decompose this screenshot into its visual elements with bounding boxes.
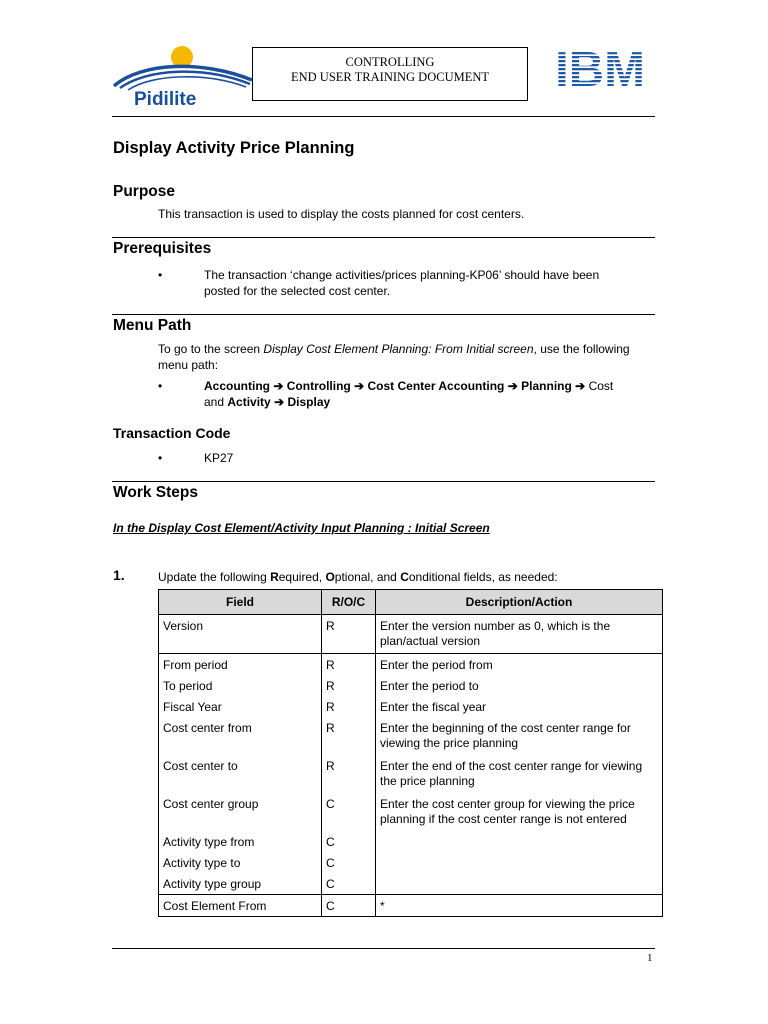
prerequisite-text xyxy=(204,267,649,299)
header-line-2: END USER TRAINING DOCUMENT xyxy=(290,70,490,84)
table-row xyxy=(159,873,663,895)
column-header-field: Field xyxy=(159,590,322,615)
arrow-icon: ➔ xyxy=(575,379,586,393)
roc-cell: R xyxy=(322,654,376,676)
description-cell: Enter the fiscal year xyxy=(376,696,663,717)
bullet-icon: • xyxy=(158,379,163,393)
transaction-code-heading: Transaction Code xyxy=(113,425,231,441)
table-row xyxy=(159,675,663,696)
column-header-description: Description/Action xyxy=(376,590,663,615)
field-cell: Activity type to xyxy=(159,852,322,873)
prerequisite-line-2: posted for the selected cost center. xyxy=(204,284,391,298)
roc-cell: R xyxy=(322,717,376,755)
description-cell: * xyxy=(376,895,663,917)
table-row xyxy=(159,615,663,654)
ibm-logo xyxy=(547,44,653,90)
document-header-box xyxy=(252,47,528,101)
step-instruction: Update the following Required, Optional, and Conditional fields, as needed: xyxy=(158,570,558,584)
screen-name: Display Cost Element Planning: From Initial screen xyxy=(263,342,534,356)
field-cell: Activity type group xyxy=(159,873,322,895)
work-steps-heading: Work Steps xyxy=(113,484,198,501)
intro-text: , use the following xyxy=(533,342,630,356)
menu-path-heading: Menu Path xyxy=(113,317,192,334)
section-rule xyxy=(112,237,655,238)
description-cell: Enter the cost center group for viewing the price planning if the cost center range is not entered xyxy=(376,793,663,831)
roc-cell: C xyxy=(322,793,376,831)
pidilite-logo-text: Pidilite xyxy=(134,89,197,110)
footer-rule xyxy=(112,948,655,949)
table-row xyxy=(159,696,663,717)
arrow-icon: ➔ xyxy=(273,379,284,393)
path-and: and xyxy=(204,395,225,409)
table-row xyxy=(159,852,663,873)
table-row xyxy=(159,793,663,831)
description-cell xyxy=(376,831,663,852)
description-cell: Enter the period to xyxy=(376,675,663,696)
table-row xyxy=(159,831,663,852)
purpose-heading: Purpose xyxy=(113,183,176,200)
fields-table xyxy=(158,589,663,917)
description-cell xyxy=(376,852,663,873)
intro-text: menu path: xyxy=(158,358,219,372)
field-cell: Cost center to xyxy=(159,755,322,793)
pidilite-logo xyxy=(112,44,254,110)
description-cell: Enter the end of the cost center range for viewing the price planning xyxy=(376,755,663,793)
page-number: 1 xyxy=(647,952,653,964)
roc-cell: C xyxy=(322,831,376,852)
intro-text: To go to the screen xyxy=(158,342,264,356)
prerequisites-heading: Prerequisites xyxy=(113,240,212,257)
roc-cell: C xyxy=(322,895,376,917)
prerequisite-line-1: The transaction ‘change activities/prices planning-KP06’ should have been xyxy=(204,268,600,282)
bullet-icon: • xyxy=(158,268,163,282)
column-header-roc: R/O/C xyxy=(322,590,376,615)
description-cell xyxy=(376,873,663,895)
arrow-icon: ➔ xyxy=(274,395,285,409)
bullet-icon: • xyxy=(158,451,163,465)
field-cell: To period xyxy=(159,675,322,696)
path-controlling: Controlling xyxy=(286,379,351,393)
purpose-text: This transaction is used to display the costs planned for cost centers. xyxy=(158,207,525,221)
work-steps-subheading: In the Display Cost Element/Activity Input Planning : Initial Screen xyxy=(113,521,490,535)
path-cost-center-accounting: Cost Center Accounting xyxy=(367,379,505,393)
table-header-row xyxy=(159,590,663,615)
section-rule xyxy=(112,481,655,482)
field-cell: Activity type from xyxy=(159,831,322,852)
section-rule xyxy=(112,314,655,315)
step-number: 1. xyxy=(113,567,125,583)
table-row xyxy=(159,895,663,917)
description-cell: Enter the version number as 0, which is the plan/actual version xyxy=(376,615,663,654)
roc-cell: R xyxy=(322,696,376,717)
table-row xyxy=(159,755,663,793)
path-cost: Cost xyxy=(588,379,614,393)
field-cell: Cost center group xyxy=(159,793,322,831)
path-activity: Activity xyxy=(227,395,271,409)
field-cell: Version xyxy=(159,615,322,654)
ibm-logo-text: IBM xyxy=(555,44,645,90)
table-row xyxy=(159,717,663,755)
path-display: Display xyxy=(287,395,331,409)
description-cell: Enter the period from xyxy=(376,654,663,676)
field-cell: Cost center from xyxy=(159,717,322,755)
description-cell: Enter the beginning of the cost center range for viewing the price planning xyxy=(376,717,663,755)
path-planning: Planning xyxy=(521,379,572,393)
menu-path-intro xyxy=(158,341,658,373)
roc-cell: C xyxy=(322,873,376,895)
path-accounting: Accounting xyxy=(204,379,270,393)
arrow-icon: ➔ xyxy=(507,379,518,393)
field-cell: Fiscal Year xyxy=(159,696,322,717)
roc-cell: R xyxy=(322,615,376,654)
roc-cell: R xyxy=(322,675,376,696)
table-row xyxy=(159,654,663,676)
roc-cell: R xyxy=(322,755,376,793)
field-cell: Cost Element From xyxy=(159,895,322,917)
field-cell: From period xyxy=(159,654,322,676)
roc-cell: C xyxy=(322,852,376,873)
header-line-1: CONTROLLING xyxy=(345,55,435,69)
page-title: Display Activity Price Planning xyxy=(113,139,355,157)
arrow-icon: ➔ xyxy=(354,379,365,393)
menu-path-steps xyxy=(204,378,649,410)
transaction-code: KP27 xyxy=(204,451,234,465)
header-rule xyxy=(112,116,655,117)
